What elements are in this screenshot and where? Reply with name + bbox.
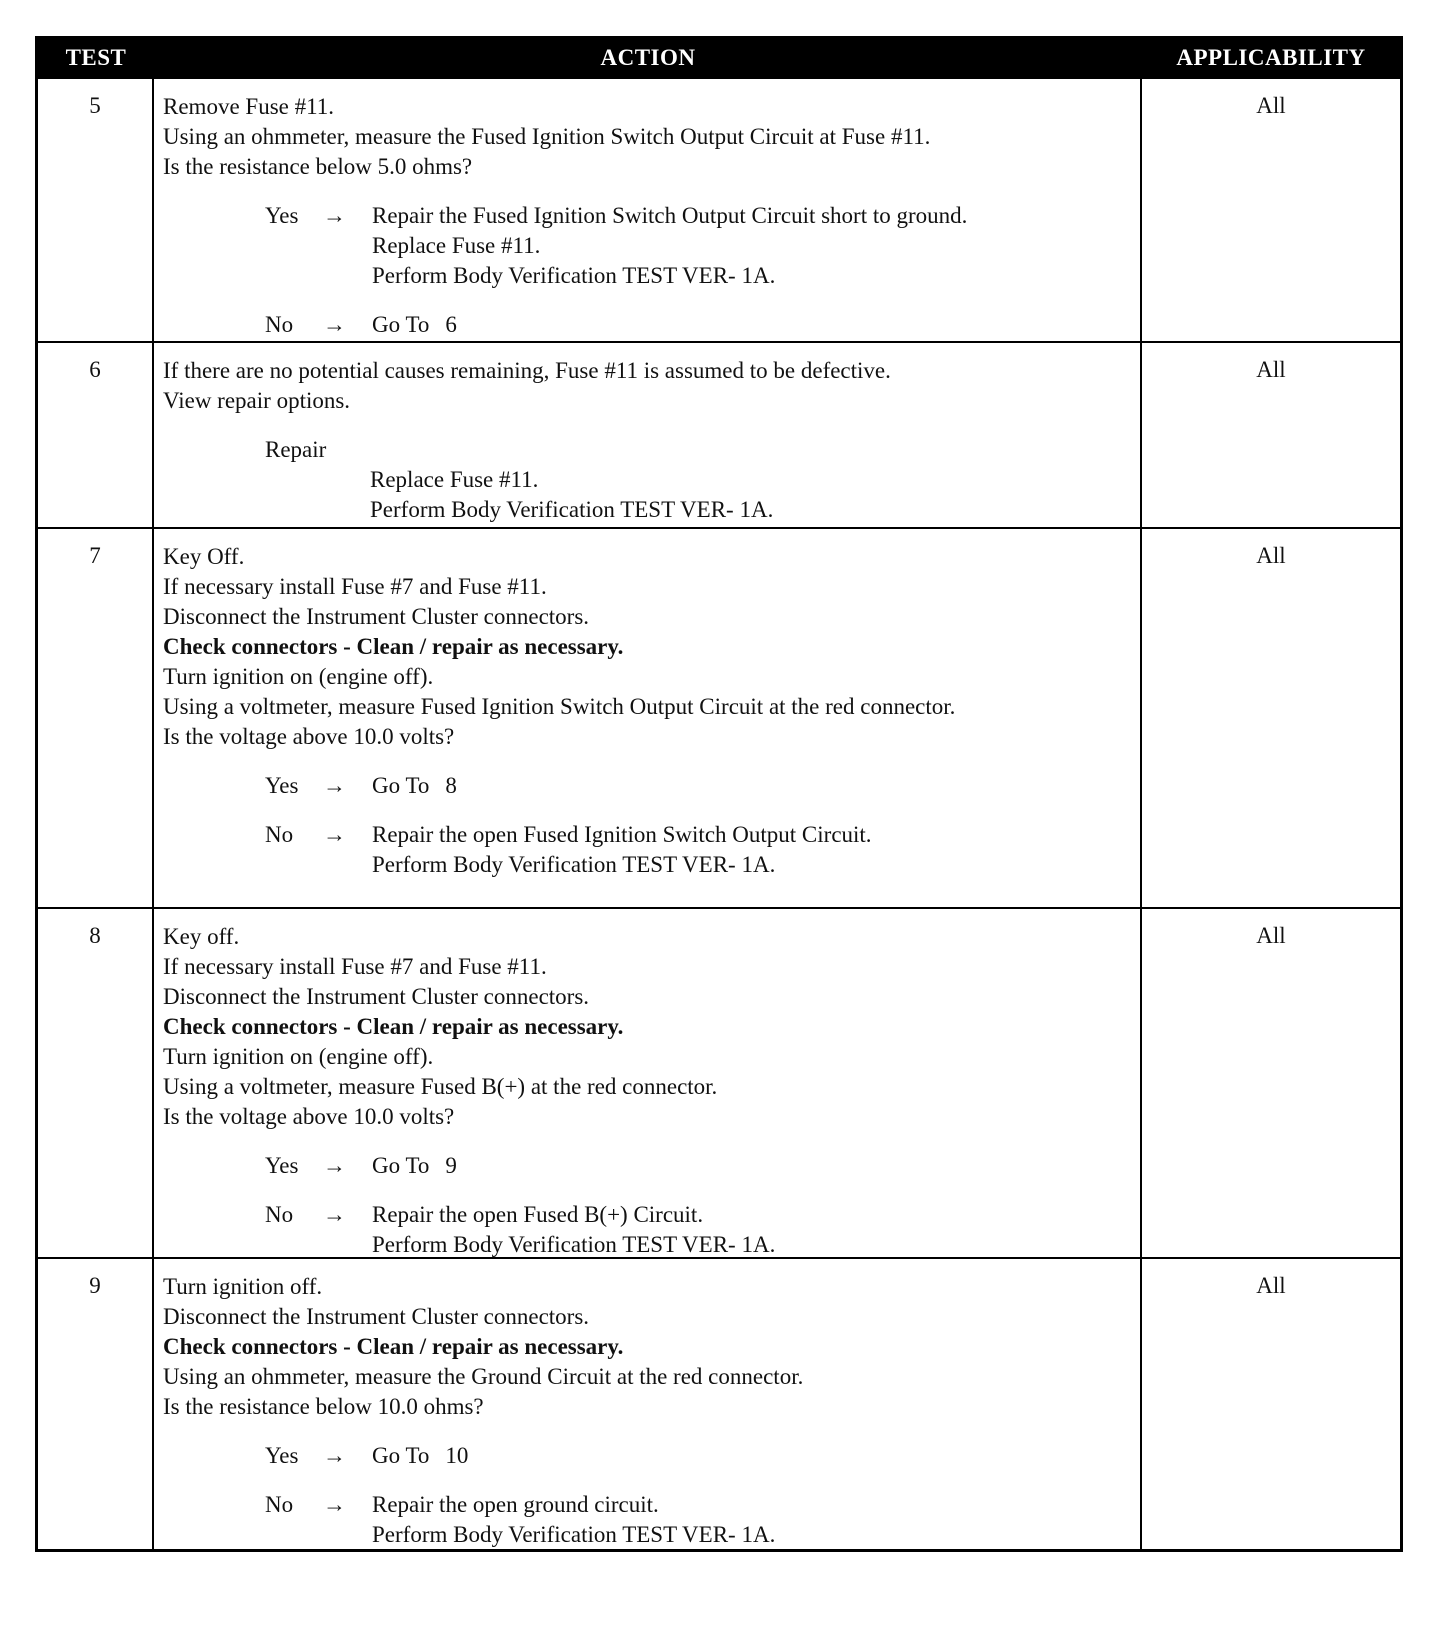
result-line: Repair the open Fused B(+) Circuit. bbox=[372, 1202, 704, 1227]
action-cell bbox=[154, 1259, 1142, 1549]
action-line: Key Off. bbox=[163, 544, 245, 569]
no-branch bbox=[163, 1200, 1132, 1260]
repair-line: Replace Fuse #11. bbox=[370, 467, 539, 492]
table-row bbox=[38, 341, 1400, 527]
table-row bbox=[38, 1257, 1400, 1549]
test-number: 9 bbox=[38, 1259, 154, 1549]
result-line: Perform Body Verification TEST VER- 1A. bbox=[372, 852, 776, 877]
no-branch bbox=[163, 1490, 1132, 1550]
action-line: If necessary install Fuse #7 and Fuse #11. bbox=[163, 574, 547, 599]
result-line: Repair the open Fused Ignition Switch Output Circuit. bbox=[372, 822, 872, 847]
diagnostic-table bbox=[35, 36, 1403, 1552]
action-cell bbox=[154, 79, 1142, 341]
action-line-bold: Check connectors - Clean / repair as necessary. bbox=[163, 634, 624, 659]
test-number: 7 bbox=[38, 529, 154, 907]
applicability-cell: All bbox=[1256, 93, 1286, 118]
no-label: No bbox=[265, 312, 294, 337]
goto-number: 9 bbox=[445, 1153, 457, 1178]
yes-label: Yes bbox=[265, 1443, 299, 1468]
goto-text: Go To bbox=[372, 1153, 430, 1178]
right-arrow-icon: → bbox=[323, 1153, 346, 1178]
action-cell bbox=[154, 529, 1142, 907]
result-line: Repair the open ground circuit. bbox=[372, 1492, 659, 1517]
action-line: Is the resistance below 10.0 ohms? bbox=[163, 1394, 484, 1419]
goto-text: Go To bbox=[372, 1443, 430, 1468]
action-line: Using a voltmeter, measure Fused B(+) at the red connector. bbox=[163, 1074, 718, 1099]
goto-link[interactable] bbox=[372, 1441, 468, 1471]
table-row bbox=[38, 527, 1400, 907]
action-line: Is the voltage above 10.0 volts? bbox=[163, 1104, 455, 1129]
test-number: 8 bbox=[38, 909, 154, 1257]
applicability-cell: All bbox=[1256, 543, 1286, 568]
action-line: Turn ignition off. bbox=[163, 1274, 323, 1299]
action-line: Using an ohmmeter, measure the Fused Ignition Switch Output Circuit at Fuse #11. bbox=[163, 124, 931, 149]
right-arrow-icon: → bbox=[323, 312, 346, 337]
yes-label: Yes bbox=[265, 203, 299, 228]
yes-branch bbox=[163, 771, 1132, 801]
table-header bbox=[38, 39, 1400, 77]
goto-number: 8 bbox=[445, 773, 457, 798]
right-arrow-icon: → bbox=[323, 773, 346, 798]
action-line: Turn ignition on (engine off). bbox=[163, 664, 434, 689]
result-line: Replace Fuse #11. bbox=[372, 233, 541, 258]
action-line: Remove Fuse #11. bbox=[163, 94, 334, 119]
no-label: No bbox=[265, 1202, 294, 1227]
no-branch bbox=[163, 820, 1132, 880]
action-line: Is the resistance below 5.0 ohms? bbox=[163, 154, 473, 179]
goto-link[interactable] bbox=[372, 1151, 457, 1181]
goto-number: 10 bbox=[445, 1443, 469, 1468]
header-applicability: APPLICABILITY bbox=[1176, 45, 1366, 70]
action-line: Turn ignition on (engine off). bbox=[163, 1044, 434, 1069]
repair-label: Repair bbox=[265, 437, 327, 462]
right-arrow-icon: → bbox=[323, 203, 346, 228]
yes-branch bbox=[163, 1151, 1132, 1181]
action-line: If there are no potential causes remaining, Fuse #11 is assumed to be defective. bbox=[163, 358, 891, 383]
applicability-cell: All bbox=[1256, 923, 1286, 948]
yes-label: Yes bbox=[265, 773, 299, 798]
action-line: Using an ohmmeter, measure the Ground Circuit at the red connector. bbox=[163, 1364, 804, 1389]
applicability-cell: All bbox=[1256, 1273, 1286, 1298]
action-line: Disconnect the Instrument Cluster connectors. bbox=[163, 604, 590, 629]
goto-text: Go To bbox=[372, 773, 430, 798]
applicability-cell: All bbox=[1256, 357, 1286, 382]
action-line: Is the voltage above 10.0 volts? bbox=[163, 724, 455, 749]
goto-link[interactable] bbox=[372, 771, 457, 801]
right-arrow-icon: → bbox=[323, 1492, 346, 1517]
action-line-bold: Check connectors - Clean / repair as necessary. bbox=[163, 1014, 624, 1039]
action-line: Disconnect the Instrument Cluster connectors. bbox=[163, 984, 590, 1009]
table-row bbox=[38, 907, 1400, 1257]
yes-branch bbox=[163, 1441, 1132, 1471]
action-line: Using a voltmeter, measure Fused Ignition Switch Output Circuit at the red connector. bbox=[163, 694, 956, 719]
action-line: View repair options. bbox=[163, 388, 351, 413]
yes-label: Yes bbox=[265, 1153, 299, 1178]
goto-text: Go To bbox=[372, 312, 430, 337]
result-line: Perform Body Verification TEST VER- 1A. bbox=[372, 263, 776, 288]
action-line: If necessary install Fuse #7 and Fuse #11. bbox=[163, 954, 547, 979]
header-test: TEST bbox=[65, 45, 127, 70]
no-label: No bbox=[265, 1492, 294, 1517]
action-cell bbox=[154, 909, 1142, 1257]
result-line: Repair the Fused Ignition Switch Output Circuit short to ground. bbox=[372, 203, 968, 228]
yes-branch bbox=[163, 201, 1132, 291]
no-label: No bbox=[265, 822, 294, 847]
result-line: Perform Body Verification TEST VER- 1A. bbox=[372, 1522, 776, 1547]
header-action: ACTION bbox=[600, 45, 696, 70]
action-line: Key off. bbox=[163, 924, 240, 949]
right-arrow-icon: → bbox=[323, 822, 346, 847]
action-cell bbox=[154, 343, 1142, 527]
goto-number: 6 bbox=[445, 312, 457, 337]
action-line-bold: Check connectors - Clean / repair as necessary. bbox=[163, 1334, 624, 1359]
repair-line: Perform Body Verification TEST VER- 1A. bbox=[370, 497, 774, 522]
no-branch bbox=[163, 310, 1132, 340]
right-arrow-icon: → bbox=[323, 1443, 346, 1468]
test-number: 6 bbox=[38, 343, 154, 527]
action-line: Disconnect the Instrument Cluster connectors. bbox=[163, 1304, 590, 1329]
result-line: Perform Body Verification TEST VER- 1A. bbox=[372, 1232, 776, 1257]
test-number: 5 bbox=[38, 79, 154, 341]
right-arrow-icon: → bbox=[323, 1202, 346, 1227]
table-row bbox=[38, 77, 1400, 341]
goto-link[interactable] bbox=[372, 310, 457, 340]
